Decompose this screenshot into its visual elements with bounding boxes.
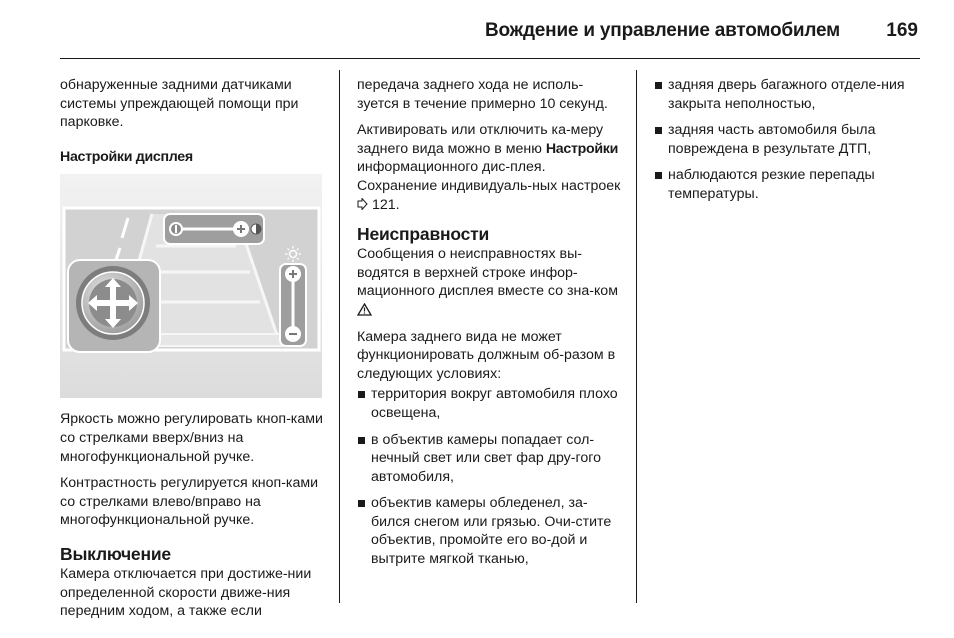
cross-reference-arrow-icon [357,198,368,210]
shutdown-heading: Выключение [60,543,171,564]
list-item: задняя дверь багажного отделе-ния закрыта неполностью, [654,76,916,113]
list-item: объектив камеры обледенел, за-бился снегом или грязью. Очи-стите объектив, промойте его во-дой и вытрите мягкой тканью, [357,494,623,568]
header-rule [60,58,920,59]
column-divider-2 [636,70,637,603]
contrast-half-circle-icon [251,224,261,234]
settings-menu-name: Настройки [545,140,619,157]
activation-text-end: информационного дис-плея. Сохранение индивидуаль-ных настроек [357,159,621,194]
column-3 [654,76,916,212]
list-item: в объектив камеры попадает сол-нечный свет или свет фар дру-гого автомобиля, [357,431,623,487]
running-header-title: Вождение и управление автомобилем [485,20,840,41]
faults-heading: Неисправности [357,224,490,245]
conditions-intro: Камера заднего вида не может функционировать должным об-разом в следующих условиях: [357,328,616,382]
activation-paragraph [357,121,623,214]
faults-paragraph [357,245,623,319]
conditions-list [357,385,623,568]
continued-paragraph: передача заднего хода не исполь-зуется в течение примерно 10 секунд. [357,77,608,112]
shutdown-paragraph: Камера отключается при достиже-нии определенной скорости движе-ния передним ходом, а также если [60,565,312,620]
column-divider-1 [339,70,340,603]
conditions-list-continued [654,76,916,204]
column-1 [60,76,326,621]
cross-reference-page: 121. [371,196,400,213]
faults-text: Сообщения о неисправностях вы-водятся в верхней строке инфор-мационного дисплея вместе со зна-ком [357,246,618,300]
display-settings-heading: Настройки дисплея [60,148,193,165]
camera-display-illustration [60,174,322,398]
intro-paragraph: обнаруженные задними датчиками системы упреждающей помощи при парковке. [60,77,299,131]
contrast-paragraph: Контрастность регулируется кноп-ками со стрелками влево/вправо на многофункциональной ручке. [60,475,319,529]
brightness-paragraph: Яркость можно регулировать кноп-ками со стрелками вверх/вниз на многофункциональной ручке. [60,411,323,465]
activation-text-start: Активировать или отключить ка-меру заднего вида можно в меню [357,122,604,157]
list-item: территория вокруг автомобиля плохо освещена, [357,385,623,422]
display-settings-figure [60,174,322,398]
multifunction-knob-icon [76,266,150,340]
warning-triangle-icon [357,303,372,316]
list-item: наблюдаются резкие перепады температуры. [654,166,916,203]
page-number: 169 [886,20,918,41]
column-2 [357,76,623,577]
list-item: задняя часть автомобиля была повреждена в результате ДТП, [654,121,916,158]
